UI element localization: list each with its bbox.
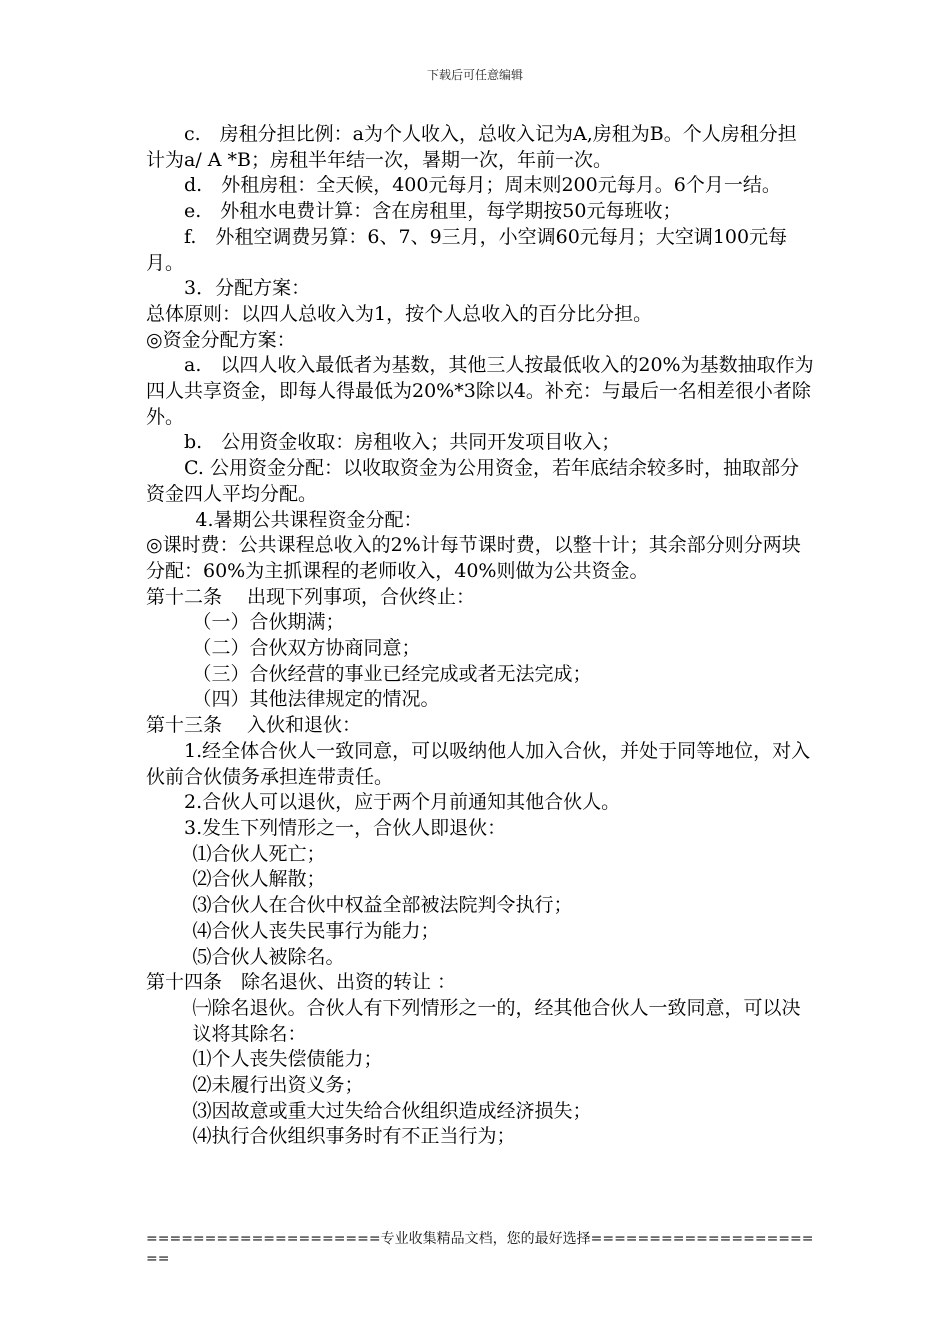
page-header: 下载后可任意编辑	[426, 68, 523, 82]
list-item: （二）合伙双方协商同意；	[192, 637, 421, 660]
list-item: ⑸合伙人被除名。	[192, 945, 345, 968]
paragraph-a-base-fund: a. 以四人收入最低者为基数，其他三人按最低收入的20%为基数抽取作为四人共享资金，即每人得最低为20%*3除以4。补充：与最后一名相差很小者除外。	[146, 354, 814, 428]
article-14-clause-1: ㈠除名退伙。合伙人有下列情形之一的，经其他合伙人一致同意，可以决议将其除名：	[192, 996, 801, 1045]
article-13-clause-1: 1.经全体合伙人一致同意，可以吸纳他人加入合伙，并处于同等地位，对入伙前合伙债务承担连带责任。	[146, 739, 811, 788]
list-item: ⑵未履行出资义务；	[192, 1074, 364, 1097]
page-footer: ====================专业收集精品文档，您的最好选择=====================	[146, 1231, 814, 1267]
section-4-heading: 4.暑期公共课程资金分配：	[195, 508, 423, 531]
list-item: ⑷合伙人丧失民事行为能力；	[192, 919, 440, 942]
list-item: ⑶合伙人在合伙中权益全部被法院判令执行；	[192, 894, 573, 917]
general-principle: 总体原则：以四人总收入为1，按个人总收入的百分比分担。	[146, 302, 653, 325]
list-item: （四）其他法律规定的情况。	[192, 688, 440, 711]
article-13-clause-3: 3.发生下列情形之一，合伙人即退伙：	[184, 816, 507, 839]
list-item: ⑷执行合伙组织事务时有不正当行为；	[192, 1125, 516, 1148]
article-12-heading: 第十二条 出现下列事项，合伙终止：	[146, 585, 476, 608]
document-body	[146, 122, 814, 1150]
paragraph-b-public-fund-income: b. 公用资金收取：房租收入；共同开发项目收入；	[184, 431, 621, 454]
paragraph-d-external-rent: d. 外租房租：全天候，400元每月；周末则200元每月。6个月一结。	[184, 174, 781, 197]
fund-plan-heading: ◎资金分配方案：	[146, 328, 296, 351]
list-item: ⑴个人丧失偿债能力；	[192, 1048, 383, 1071]
paragraph-e-utilities: e. 外租水电费计算：含在房租里，每学期按50元每班收；	[184, 200, 682, 223]
paragraph-f-air-conditioning: f. 外租空调费另算：6、7、9三月，小空调60元每月；大空调100元每月。	[146, 225, 788, 274]
list-item: （一）合伙期满；	[192, 611, 345, 634]
list-item: （三）合伙经营的事业已经完成或者无法完成；	[192, 662, 592, 685]
class-fee-paragraph: ◎课时费：公共课程总收入的2%计每节课时费，以整十计；其余部分则分两块分配：60%为主抓课程的老师收入，40%则做为公共资金。	[146, 534, 801, 582]
list-item: ⑴合伙人死亡；	[192, 842, 326, 865]
article-13-heading: 第十三条 入伙和退伙：	[146, 714, 362, 737]
article-13-clause-2: 2.合伙人可以退伙，应于两个月前通知其他合伙人。	[184, 791, 621, 814]
paragraph-c-public-fund-distribution: C. 公用资金分配：以收取资金为公用资金，若年底结余较多时，抽取部分资金四人平均分配。	[146, 457, 799, 505]
section-3-heading: 3．分配方案：	[184, 277, 311, 300]
list-item: ⑵合伙人解散；	[192, 868, 326, 891]
list-item: ⑶因故意或重大过失给合伙组织造成经济损失；	[192, 1099, 592, 1122]
article-14-heading: 第十四条 除名退伙、出资的转让 ：	[146, 971, 457, 994]
paragraph-c-rent-share: c. 房租分担比例：a为个人收入，总收入记为A,房租为B。个人房租分担计为a/ A *B；房租半年结一次，暑期一次，年前一次。	[146, 123, 797, 171]
